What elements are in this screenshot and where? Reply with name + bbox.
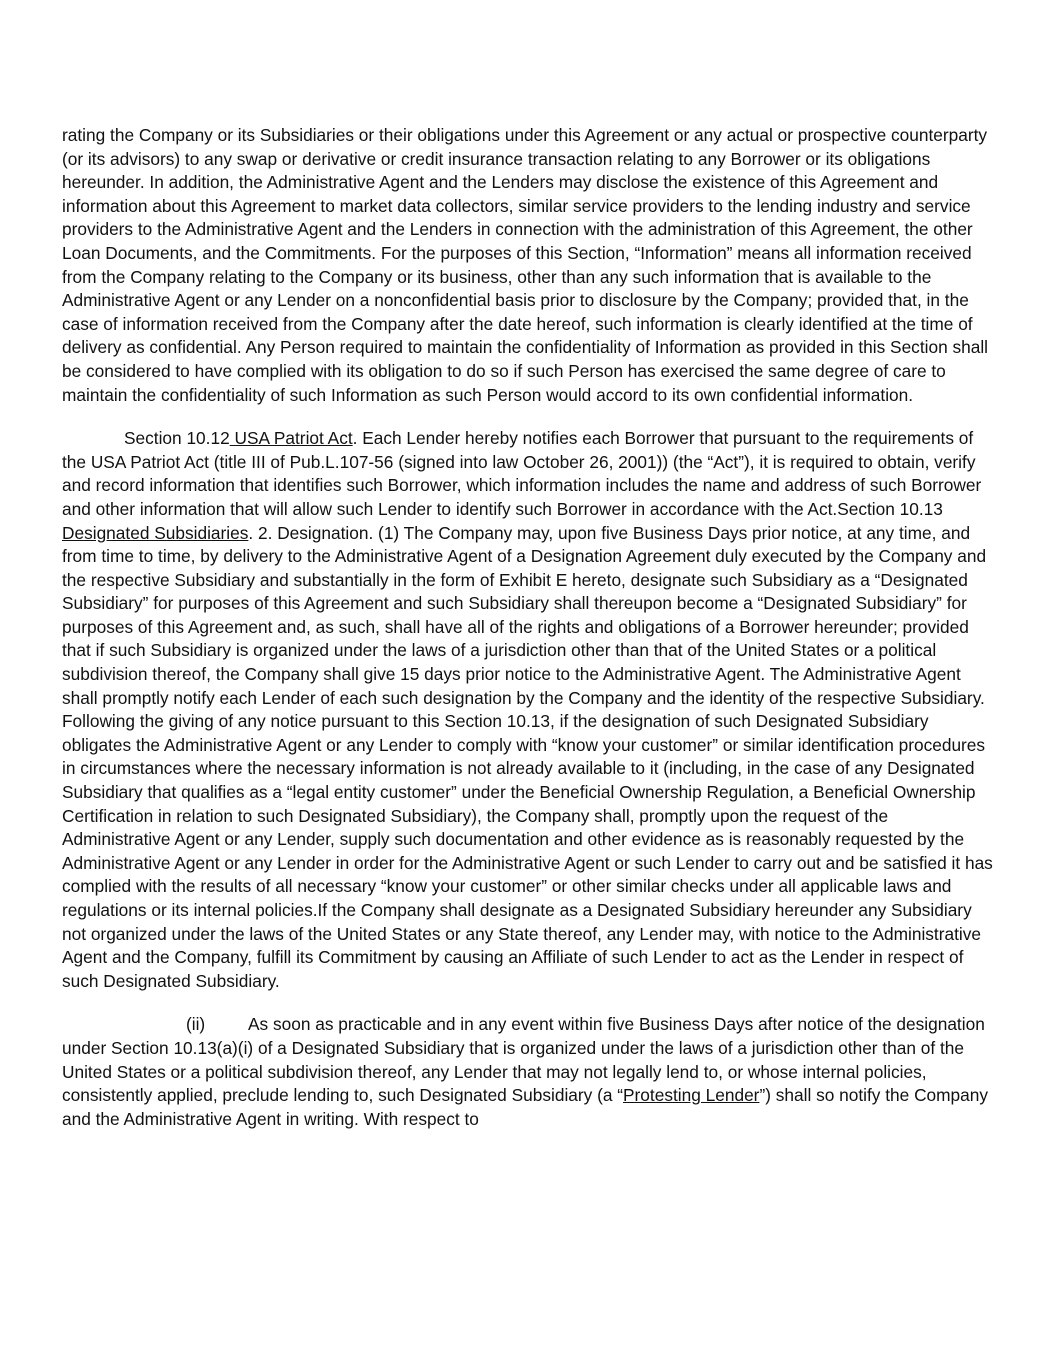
confidentiality-text: rating the Company or its Subsidiaries or their obligations under this Agreement or any actual or prospective counterparty (or its advisors) to any swap or derivative or credit insurance transaction relating to any Borrower or its obligations hereunder. In addition, the Administrative Agent and the Lenders may disclose the existence of this Agreement and information about this Agreement to market data collectors, similar service providers to the lending industry and service providers to the Administrative Agent and the Lenders in connection with the administration of this Agreement, the other Loan Documents, and the Commitments. For the purposes of this Section, “Information” means all information received from the Company relating to the Company or its business, other than any such information that is available to the Administrative Agent or any Lender on a nonconfidential basis prior to disclosure by the Company; provided that, in the case of information received from the Company after the date hereof, such information is clearly identified at the time of delivery as confidential. Any Person required to maintain the confidentiality of Information as provided in this Section shall be considered to have complied with its obligation to do so if such Person has exercised the same degree of care to maintain the confidentiality of such Information as such Person would accord to its own confidential information.	[62, 125, 989, 405]
section-10-12-paragraph	[62, 427, 996, 993]
section-10-13-title: Designated Subsidiaries	[62, 522, 249, 543]
section-10-12-body: . Each Lender hereby notifies each Borrower that pursuant to the requirements of the USA Patriot Act (title III of Pub.L.107-56 (signed into law October 26, 2001)) (the “Act”), it is required to obtain, verify and record information that identifies such Borrower, which information includes the name and address of such Borrower and other information that will allow such Lender to identify such Borrower in accordance with the Act.	[62, 428, 982, 519]
clause-ii-marker: (ii)	[186, 1014, 206, 1035]
clause-ii-body-start: As soon as practicable and in any event within five Business Days after notice of the designation under Section 10.13(a)(i) of a Designated Subsidiary that is organized under the laws of a jurisdiction other than of the United States or a political subdivision thereof, any Lender that may not legally lend to, or whose internal policies, consistently applied, preclude lending to, such Designated Subsidiary (a “	[62, 1014, 985, 1106]
section-10-12-title: USA Patriot Act	[229, 428, 353, 449]
clause-ii-body-end: ”) shall so notify the Company and the Administrative Agent in writing. With respect to	[62, 1085, 989, 1129]
protesting-lender-term: Protesting Lender	[623, 1085, 760, 1106]
clause-ii-paragraph	[62, 1013, 996, 1131]
section-10-13-label: Section 10.13	[837, 498, 943, 519]
document-page	[62, 124, 996, 1131]
section-10-13-body: . 2. Designation. (1) The Company may, upon five Business Days prior notice, at any time, and from time to time, by delivery to the Administrative Agent of a Designation Agreement duly executed by the Company and the respective Subsidiary and substantially in the form of Exhibit E hereto, designate such Subsidiary as a “Designated Subsidiary” for purposes of this Agreement and such Subsidiary shall thereupon become a “Designated Subsidiary” for purposes of this Agreement and, as such, shall have all of the rights and obligations of a Borrower hereunder; provided that if such Subsidiary is organized under the laws of a jurisdiction other than that of the United States or a political subdivision thereof, the Company shall give 15 days prior notice to the Administrative Agent. The Administrative Agent shall promptly notify each Lender of each such designation by the Company and the identity of the respective Subsidiary. Following the giving of any notice pursuant to this Section 10.13, if the designation of such Designated Subsidiary obligates the Administrative Agent or any Lender to comply with “know your customer” or similar identification procedures in circumstances where the necessary information is not already available to it (including, in the case of any Designated Subsidiary that qualifies as a “legal entity customer” under the Beneficial Ownership Regulation, a Beneficial Ownership Certification in relation to such Designated Subsidiary), the Company shall, promptly upon the request of the Administrative Agent or any Lender, supply such documentation and other evidence as is reasonably requested by the Administrative Agent or any Lender in order for the Administrative Agent or such Lender to carry out and be satisfied it has complied with the results of all necessary “know your customer” or other similar checks under all applicable laws and regulations or its internal policies.If the Company shall designate as a Designated Subsidiary hereunder any Subsidiary not organized under the laws of the United States or any State thereof, any Lender may, with notice to the Administrative Agent and the Company, fulfill its Commitment by causing an Affiliate of such Lender to act as the Lender in respect of such Designated Subsidiary.	[62, 522, 993, 991]
confidentiality-paragraph	[62, 124, 996, 407]
section-10-12-label: Section 10.12	[124, 428, 230, 449]
